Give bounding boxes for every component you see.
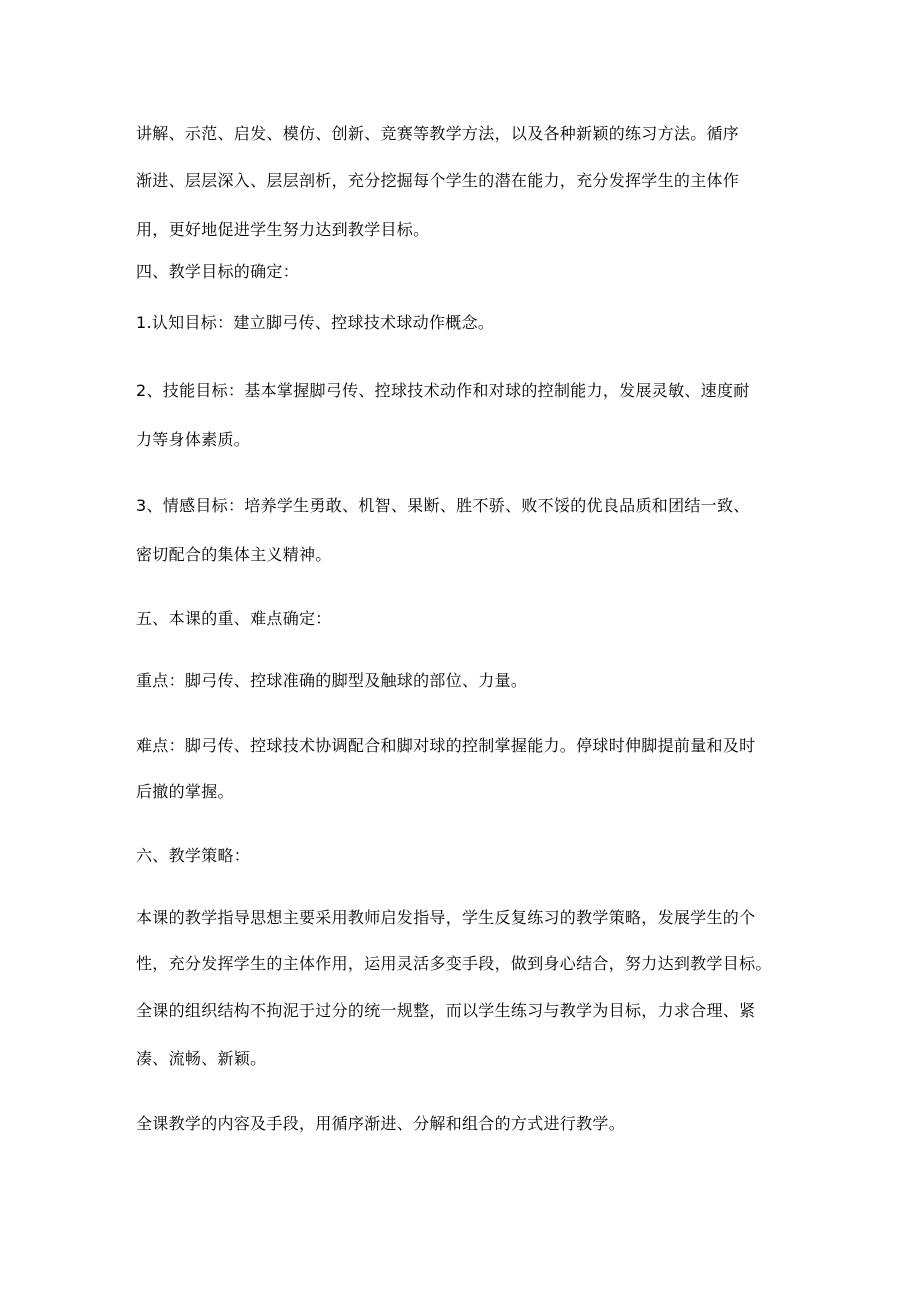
- text-line: 难点：脚弓传、控球技术协调配合和脚对球的控制掌握能力。停球时伸脚提前量和及时: [136, 736, 756, 755]
- section-heading: 六、教学策略：: [136, 846, 251, 865]
- text-line: 全课的组织结构不拘泥于过分的统一规整，而以学生练习与教学为目标，力求合理、紧: [136, 1001, 756, 1020]
- section-heading: 四、教学目标的确定：: [136, 262, 300, 281]
- text-line: 2、技能目标：基本掌握脚弓传、控球技术动作和对球的控制能力，发展灵敏、速度耐: [136, 381, 750, 400]
- text-line: 全课教学的内容及手段，用循序渐进、分解和组合的方式进行教学。: [136, 1114, 626, 1133]
- text-line: 密切配合的集体主义精神。: [136, 545, 332, 564]
- text-line: 后撤的掌握。: [136, 782, 234, 801]
- text-line: 渐进、层层深入、层层剖析，充分挖掘每个学生的潜在能力，充分发挥学生的主体作: [136, 171, 740, 190]
- text-line: 力等身体素质。: [136, 430, 251, 449]
- text-line: 3、情感目标：培养学生勇敢、机智、果断、胜不骄、败不馁的优良品质和团结一致、: [136, 496, 750, 515]
- text-line: 重点：脚弓传、控球准确的脚型及触球的部位、力量。: [136, 671, 528, 690]
- section-heading: 五、本课的重、难点确定：: [136, 609, 332, 628]
- text-line: 1.认知目标：建立脚弓传、控球技术球动作概念。: [136, 313, 495, 332]
- text-line: 凑、流畅、新颖。: [136, 1049, 267, 1068]
- text-line: 性，充分发挥学生的主体作用，运用灵活多变手段，做到身心结合，努力达到教学目标。: [136, 954, 772, 973]
- text-line: 讲解、示范、启发、模仿、创新、竞赛等教学方法，以及各种新颖的练习方法。循序: [136, 124, 740, 143]
- text-line: 本课的教学指导思想主要采用教师启发指导，学生反复练习的教学策略，发展学生的个: [136, 908, 756, 927]
- text-line: 用，更好地促进学生努力达到教学目标。: [136, 220, 430, 239]
